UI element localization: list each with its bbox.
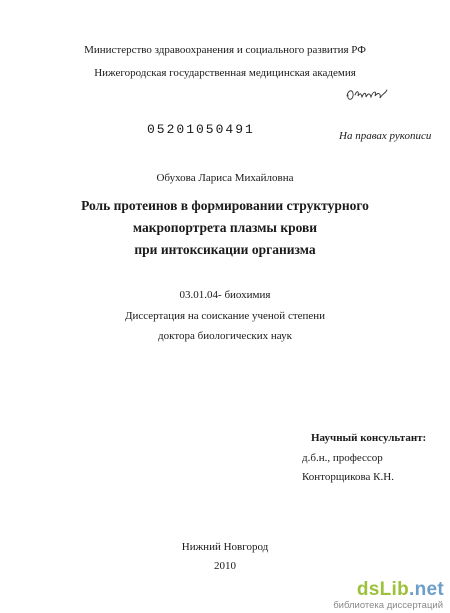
dslib-watermark [314, 579, 444, 611]
title-line-1: Роль протеинов в формировании структурного [81, 198, 369, 213]
specialty-line: 03.01.04- биохимия [179, 289, 271, 301]
ministry-line: Министерство здравоохранения и социального развития РФ [84, 44, 366, 56]
consultant-heading: Научный консультант: [311, 432, 427, 444]
manuscript-note: На правах рукописи [339, 130, 432, 142]
degree-line-2: доктора биологических наук [158, 330, 292, 342]
consultant-name: Конторщикова К.Н. [302, 471, 394, 483]
city-line: Нижний Новгород [181, 541, 269, 553]
consultant-rank: д.б.н., профессор [302, 452, 383, 464]
dslib-logo [357, 579, 444, 601]
academy-line: Нижегородская государственная медицинская академия [94, 67, 356, 79]
logo-part-2: .net [409, 579, 444, 600]
handwritten-signature [345, 84, 389, 104]
logo-part-1: dsLib [356, 579, 410, 600]
degree-line-1: Диссертация на соискание ученой степени [124, 310, 326, 322]
author-name: Обухова Лариса Михайловна [156, 172, 294, 184]
title-line-3: при интоксикации организма [134, 242, 316, 257]
watermark-subtitle: библиотека диссертаций [333, 600, 443, 611]
title-line-2: макропортрета плазмы крови [132, 220, 318, 235]
registry-number: 05201050491 [147, 122, 255, 137]
year-line: 2010 [214, 560, 236, 572]
